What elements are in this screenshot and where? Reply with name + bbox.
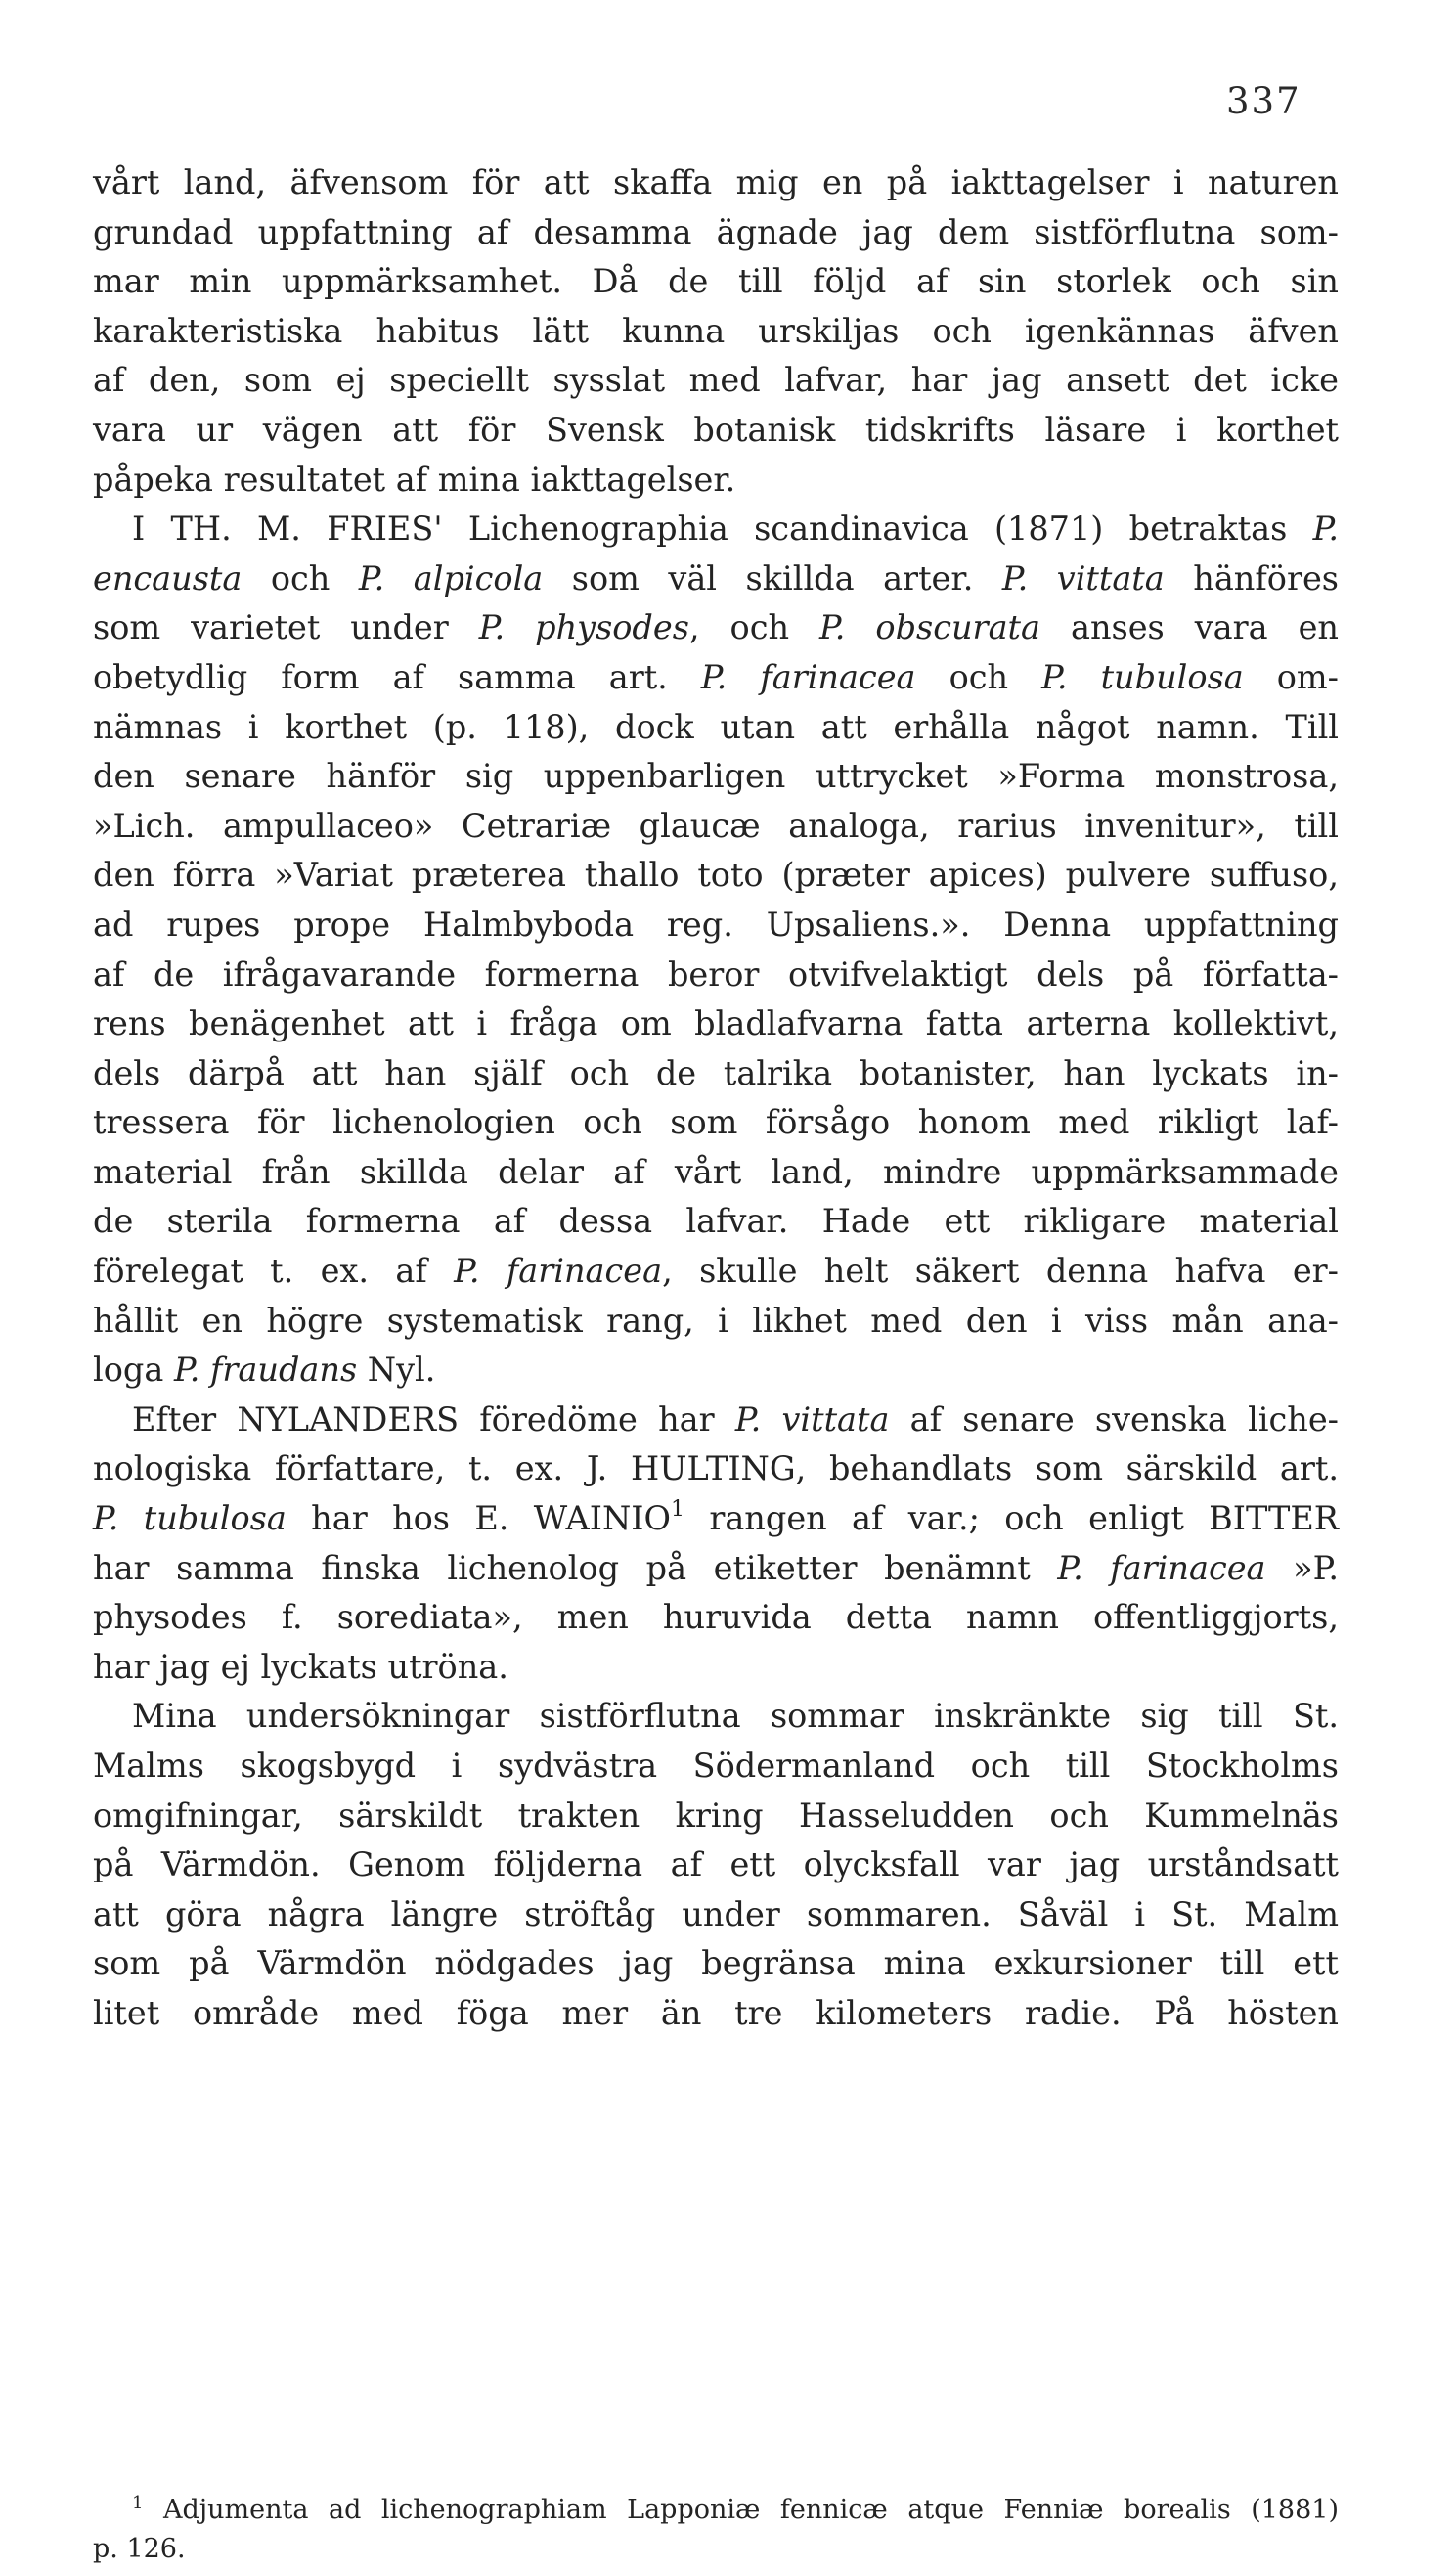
text-line: encausta och P. alpicola som väl skillda arter. P. vittata hänföres bbox=[93, 558, 1339, 598]
text-line: Malms skogsbygd i sydvästra Södermanland och till Stockholms bbox=[93, 1747, 1339, 1785]
author-name: NYLANDERS bbox=[237, 1399, 460, 1439]
text-line: omgifningar, särskildt trakten kring Hasseludden och Kummelnäs bbox=[93, 1795, 1339, 1835]
text-line: på Värmdön. Genom följderna af ett olycksfall var jag urståndsatt bbox=[93, 1845, 1339, 1884]
taxon-name: P. tubulosa bbox=[1041, 657, 1244, 696]
taxon-name: P. fraudans bbox=[173, 1351, 358, 1390]
text-line: litet område med föga mer än tre kilometers radie. På hösten bbox=[93, 1993, 1339, 2032]
text-line: nologiska författare, t. ex. J. HULTING, behandlats som särskild art. bbox=[93, 1449, 1340, 1488]
taxon-name: P. alpicola bbox=[358, 558, 544, 598]
text-line: ad rupes prope Halmbyboda reg. Upsaliens.». Denna uppfattning bbox=[93, 905, 1339, 944]
text-line: »Lich. ampullaceo» Cetrariæ glaucæ analoga, rarius invenitur», till bbox=[93, 806, 1339, 845]
body-text bbox=[93, 158, 1339, 2039]
text-line: obetydlig form af samma art. P. farinacea och P. tubulosa om- bbox=[93, 657, 1340, 696]
taxon-name: P. tubulosa bbox=[93, 1499, 287, 1538]
footnote-line: p. 126. bbox=[93, 2534, 186, 2564]
text-line: af de ifrågavarande formerna beror otvifvelaktigt dels på författa- bbox=[93, 954, 1339, 994]
text-line: som varietet under P. physodes, och P. obscurata anses vara en bbox=[93, 608, 1339, 647]
text-line: den förra »Variat præterea thallo toto (præter apices) pulvere suffuso, bbox=[93, 856, 1339, 895]
text-line: de sterila formerna af dessa lafvar. Hade ett rikligare material bbox=[93, 1202, 1339, 1241]
taxon-name: P. farinacea bbox=[700, 657, 916, 696]
text-line: physodes f. sorediata», men huruvida detta namn offentliggjorts, bbox=[93, 1598, 1339, 1637]
text-line: grundad uppfattning af desamma ägnade jag dem sistförflutna som- bbox=[93, 212, 1339, 251]
text-line: material från skillda delar af vårt land, mindre uppmärksammade bbox=[93, 1152, 1339, 1191]
text-line: har jag ej lyckats utröna. bbox=[93, 1647, 508, 1686]
text-line: nämnas i korthet (p. 118), dock utan att erhålla något namn. Till bbox=[93, 707, 1339, 746]
text-line: vårt land, äfvensom för att skaffa mig en på iakttagelser i naturen bbox=[93, 163, 1339, 201]
author-name: BITTER bbox=[1209, 1499, 1339, 1538]
taxon-name: P. vittata bbox=[1001, 558, 1165, 598]
text-line: mar min uppmärksamhet. Då de till följd af sin storlek och sin bbox=[93, 262, 1339, 301]
text-line: loga P. fraudans Nyl. bbox=[93, 1351, 436, 1390]
text-line: förelegat t. ex. af P. farinacea, skulle helt säkert denna hafva er- bbox=[93, 1252, 1339, 1291]
footnote-line: $^1$ Adjumenta ad lichenographiam Lapponiæ fennicæ atque Fenniæ borealis (1881) bbox=[132, 2493, 1339, 2525]
text-line: att göra några längre ströftåg under sommaren. Såväl i St. Malm bbox=[93, 1894, 1339, 1933]
text-line: vara ur vägen att för Svensk botanisk tidskrifts läsare i korthet bbox=[93, 410, 1339, 449]
author-name: E. WAINIO bbox=[474, 1499, 671, 1538]
author-name: TH. M. FRIES' bbox=[170, 509, 443, 549]
text-line: rens benägenhet att i fråga om bladlafvarna fatta arterna kollektivt, bbox=[93, 1004, 1339, 1043]
taxon-name: P. bbox=[1312, 509, 1339, 549]
footnote bbox=[93, 2491, 1339, 2569]
taxon-name: P. physodes bbox=[478, 608, 689, 647]
taxon-name: P. vittata bbox=[734, 1399, 890, 1439]
text-line: tressera för lichenologien och som försågo honom med rikligt laf- bbox=[93, 1103, 1339, 1142]
footnote-marker: 1 bbox=[132, 2493, 144, 2513]
text-line: påpeka resultatet af mina iakttagelser. bbox=[93, 460, 736, 499]
text-line: hållit en högre systematisk rang, i likhet med den i viss mån ana- bbox=[93, 1301, 1339, 1340]
taxon-name: P. farinacea bbox=[454, 1252, 663, 1291]
text-line: den senare hänför sig uppenbarligen uttrycket »Forma monstrosa, bbox=[93, 757, 1339, 796]
page-number: 337 bbox=[1226, 80, 1302, 122]
text-line: dels därpå att han själf och de talrika botanister, han lyckats in- bbox=[93, 1053, 1339, 1092]
taxon-name: P. farinacea bbox=[1057, 1548, 1266, 1587]
text-line: P. tubulosa har hos E. WAINIO$^1$ rangen af var.; och enligt BITTER bbox=[93, 1497, 1339, 1538]
text-line: Mina undersökningar sistförflutna sommar inskränkte sig till St. bbox=[132, 1697, 1339, 1736]
author-name: J. HULTING bbox=[586, 1449, 796, 1488]
text-line: af den, som ej speciellt sysslat med lafvar, har jag ansett det icke bbox=[93, 361, 1339, 400]
text-line: som på Värmdön nödgades jag begränsa mina exkursioner till ett bbox=[93, 1944, 1339, 1983]
text-line: I TH. M. FRIES' Lichenographia scandinavica (1871) betraktas P. bbox=[132, 509, 1339, 549]
text-line: karakteristiska habitus lätt kunna urskiljas och igenkännas äfven bbox=[93, 311, 1339, 350]
text-line: Efter NYLANDERS föredöme har P. vittata af senare svenska liche- bbox=[132, 1399, 1339, 1439]
footnote-reference: 1 bbox=[670, 1497, 684, 1523]
taxon-name: encausta bbox=[93, 558, 243, 598]
text-line: har samma finska lichenolog på etiketter benämnt P. farinacea »P. bbox=[93, 1548, 1339, 1587]
taxon-name: P. obscurata bbox=[819, 608, 1040, 647]
